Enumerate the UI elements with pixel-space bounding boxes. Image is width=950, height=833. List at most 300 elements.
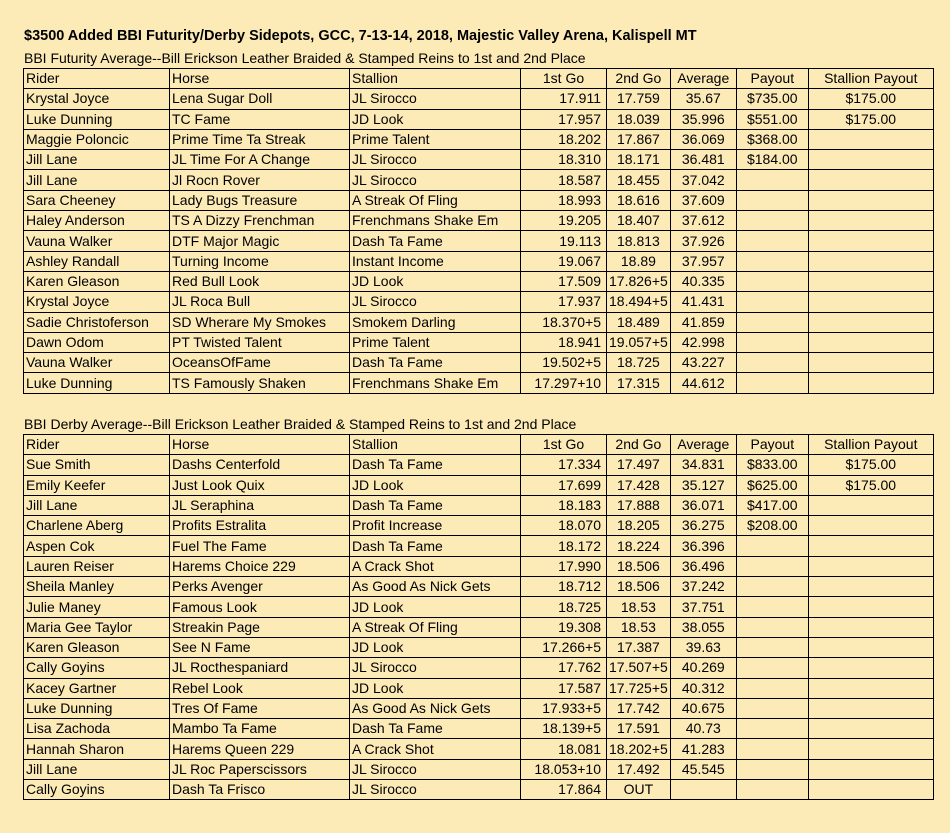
stallion-payout-cell bbox=[808, 312, 933, 332]
horse-cell: DTF Major Magic bbox=[170, 231, 350, 251]
second-go-cell: 17.725+5 bbox=[607, 678, 671, 698]
average-cell: 42.998 bbox=[670, 332, 736, 352]
rider-cell: Luke Dunning bbox=[24, 109, 170, 129]
stallion-cell: Dash Ta Fame bbox=[350, 353, 521, 373]
table-row bbox=[24, 271, 934, 291]
table-row bbox=[24, 353, 934, 373]
average-cell: 40.269 bbox=[670, 658, 736, 678]
average-cell: 40.312 bbox=[670, 678, 736, 698]
rider-cell: Luke Dunning bbox=[24, 373, 170, 393]
stallion-cell: JD Look bbox=[350, 475, 521, 495]
average-cell: 36.275 bbox=[670, 516, 736, 536]
stallion-cell: A Crack Shot bbox=[350, 556, 521, 576]
horse-cell: Mambo Ta Fame bbox=[170, 719, 350, 739]
table-row bbox=[24, 719, 934, 739]
payout-cell: $184.00 bbox=[736, 150, 808, 170]
stallion-cell: JL Sirocco bbox=[350, 150, 521, 170]
first-go-cell: 18.370+5 bbox=[521, 312, 607, 332]
stallion-payout-cell bbox=[808, 495, 933, 515]
horse-cell: OceansOfFame bbox=[170, 353, 350, 373]
payout-cell bbox=[736, 698, 808, 718]
table-row bbox=[24, 89, 934, 109]
payout-cell bbox=[736, 271, 808, 291]
payout-cell bbox=[736, 251, 808, 271]
payout-cell bbox=[736, 190, 808, 210]
payout-cell bbox=[736, 617, 808, 637]
stallion-cell: JL Sirocco bbox=[350, 759, 521, 779]
stallion-cell: JL Sirocco bbox=[350, 658, 521, 678]
rider-cell: Vauna Walker bbox=[24, 353, 170, 373]
rider-cell: Julie Maney bbox=[24, 597, 170, 617]
first-go-cell: 18.172 bbox=[521, 536, 607, 556]
stallion-cell: JD Look bbox=[350, 678, 521, 698]
horse-cell: Tres Of Fame bbox=[170, 698, 350, 718]
payout-cell bbox=[736, 597, 808, 617]
stallion-payout-cell bbox=[808, 719, 933, 739]
horse-cell: JL Time For A Change bbox=[170, 150, 350, 170]
average-cell: 34.831 bbox=[670, 455, 736, 475]
derby-results-table bbox=[23, 434, 934, 800]
average-cell: 38.055 bbox=[670, 617, 736, 637]
rider-cell: Jill Lane bbox=[24, 495, 170, 515]
second-go-cell: 17.591 bbox=[607, 719, 671, 739]
first-go-cell: 18.310 bbox=[521, 150, 607, 170]
stallion-cell: As Good As Nick Gets bbox=[350, 698, 521, 718]
first-go-cell: 17.990 bbox=[521, 556, 607, 576]
stallion-payout-cell bbox=[808, 739, 933, 759]
column-header-stallion-payout: Stallion Payout bbox=[808, 435, 933, 455]
rider-cell: Dawn Odom bbox=[24, 332, 170, 352]
second-go-cell: 17.826+5 bbox=[607, 271, 671, 291]
first-go-cell: 18.587 bbox=[521, 170, 607, 190]
average-cell: 41.431 bbox=[670, 292, 736, 312]
stallion-cell: Instant Income bbox=[350, 251, 521, 271]
average-cell: 37.609 bbox=[670, 190, 736, 210]
stallion-cell: JD Look bbox=[350, 109, 521, 129]
stallion-payout-cell bbox=[808, 617, 933, 637]
column-header-second-go: 2nd Go bbox=[607, 435, 671, 455]
column-header-horse: Horse bbox=[170, 69, 350, 89]
rider-cell: Luke Dunning bbox=[24, 698, 170, 718]
rider-cell: Sheila Manley bbox=[24, 577, 170, 597]
average-cell: 35.127 bbox=[670, 475, 736, 495]
first-go-cell: 19.502+5 bbox=[521, 353, 607, 373]
horse-cell: TS A Dizzy Frenchman bbox=[170, 211, 350, 231]
horse-cell: JL Rocthespaniard bbox=[170, 658, 350, 678]
rider-cell: Charlene Aberg bbox=[24, 516, 170, 536]
horse-cell: JL Seraphina bbox=[170, 495, 350, 515]
table-row bbox=[24, 739, 934, 759]
payout-cell: $735.00 bbox=[736, 89, 808, 109]
horse-cell: Lena Sugar Doll bbox=[170, 89, 350, 109]
second-go-cell: 17.888 bbox=[607, 495, 671, 515]
table-row bbox=[24, 678, 934, 698]
average-cell: 37.926 bbox=[670, 231, 736, 251]
stallion-payout-cell bbox=[808, 190, 933, 210]
stallion-payout-cell bbox=[808, 780, 933, 800]
second-go-cell: 18.202+5 bbox=[607, 739, 671, 759]
column-header-stallion-payout: Stallion Payout bbox=[808, 69, 933, 89]
payout-cell: $625.00 bbox=[736, 475, 808, 495]
rider-cell: Jill Lane bbox=[24, 170, 170, 190]
average-cell: 40.675 bbox=[670, 698, 736, 718]
first-go-cell: 17.911 bbox=[521, 89, 607, 109]
payout-cell: $208.00 bbox=[736, 516, 808, 536]
horse-cell: SD Wherare My Smokes bbox=[170, 312, 350, 332]
average-cell: 36.071 bbox=[670, 495, 736, 515]
average-cell: 36.069 bbox=[670, 129, 736, 149]
rider-cell: Aspen Cok bbox=[24, 536, 170, 556]
horse-cell: Just Look Quix bbox=[170, 475, 350, 495]
first-go-cell: 18.139+5 bbox=[521, 719, 607, 739]
table-row bbox=[24, 556, 934, 576]
table-row bbox=[24, 129, 934, 149]
second-go-cell: 17.507+5 bbox=[607, 658, 671, 678]
stallion-payout-cell: $175.00 bbox=[808, 89, 933, 109]
average-cell: 40.335 bbox=[670, 271, 736, 291]
payout-cell bbox=[736, 637, 808, 657]
column-header-rider: Rider bbox=[24, 435, 170, 455]
rider-cell: Krystal Joyce bbox=[24, 292, 170, 312]
stallion-payout-cell bbox=[808, 373, 933, 393]
stallion-payout-cell bbox=[808, 597, 933, 617]
second-go-cell: 18.53 bbox=[607, 597, 671, 617]
first-go-cell: 17.266+5 bbox=[521, 637, 607, 657]
payout-cell bbox=[736, 719, 808, 739]
average-cell: 43.227 bbox=[670, 353, 736, 373]
rider-cell: Cally Goyins bbox=[24, 658, 170, 678]
payout-cell bbox=[736, 780, 808, 800]
horse-cell: Fuel The Fame bbox=[170, 536, 350, 556]
payout-cell bbox=[736, 353, 808, 373]
stallion-payout-cell bbox=[808, 577, 933, 597]
first-go-cell: 17.587 bbox=[521, 678, 607, 698]
payout-cell bbox=[736, 170, 808, 190]
table-row bbox=[24, 332, 934, 352]
horse-cell: Turning Income bbox=[170, 251, 350, 271]
column-header-payout: Payout bbox=[736, 69, 808, 89]
first-go-cell: 17.297+10 bbox=[521, 373, 607, 393]
horse-cell: JL Roca Bull bbox=[170, 292, 350, 312]
horse-cell: Prime Time Ta Streak bbox=[170, 129, 350, 149]
rider-cell: Maggie Poloncic bbox=[24, 129, 170, 149]
table-row bbox=[24, 109, 934, 129]
first-go-cell: 19.113 bbox=[521, 231, 607, 251]
stallion-payout-cell bbox=[808, 271, 933, 291]
first-go-cell: 18.993 bbox=[521, 190, 607, 210]
average-cell: 39.63 bbox=[670, 637, 736, 657]
stallion-cell: A Streak Of Fling bbox=[350, 617, 521, 637]
rider-cell: Sue Smith bbox=[24, 455, 170, 475]
second-go-cell: 18.171 bbox=[607, 150, 671, 170]
column-header-rider: Rider bbox=[24, 69, 170, 89]
payout-cell: $368.00 bbox=[736, 129, 808, 149]
stallion-payout-cell bbox=[808, 678, 933, 698]
second-go-cell: 17.867 bbox=[607, 129, 671, 149]
stallion-payout-cell: $175.00 bbox=[808, 109, 933, 129]
table-row bbox=[24, 231, 934, 251]
stallion-cell: Dash Ta Fame bbox=[350, 231, 521, 251]
average-cell: 45.545 bbox=[670, 759, 736, 779]
average-cell: 36.396 bbox=[670, 536, 736, 556]
first-go-cell: 17.699 bbox=[521, 475, 607, 495]
stallion-payout-cell bbox=[808, 759, 933, 779]
rider-cell: Karen Gleason bbox=[24, 271, 170, 291]
table-row bbox=[24, 211, 934, 231]
payout-cell: $417.00 bbox=[736, 495, 808, 515]
stallion-payout-cell bbox=[808, 637, 933, 657]
stallion-cell: As Good As Nick Gets bbox=[350, 577, 521, 597]
horse-cell: Harems Queen 229 bbox=[170, 739, 350, 759]
stallion-payout-cell bbox=[808, 332, 933, 352]
payout-cell bbox=[736, 312, 808, 332]
column-header-stallion: Stallion bbox=[350, 435, 521, 455]
page-title: $3500 Added BBI Futurity/Derby Sidepots, GCC, 7-13-14, 2018, Majestic Valley Arena, Kalispell MT bbox=[24, 28, 697, 44]
average-cell: 37.242 bbox=[670, 577, 736, 597]
column-header-average: Average bbox=[670, 69, 736, 89]
second-go-cell: 18.205 bbox=[607, 516, 671, 536]
second-go-cell: 18.494+5 bbox=[607, 292, 671, 312]
first-go-cell: 17.937 bbox=[521, 292, 607, 312]
stallion-cell: JL Sirocco bbox=[350, 170, 521, 190]
stallion-cell: Prime Talent bbox=[350, 129, 521, 149]
horse-cell: Dashs Centerfold bbox=[170, 455, 350, 475]
stallion-cell: Frenchmans Shake Em bbox=[350, 373, 521, 393]
rider-cell: Krystal Joyce bbox=[24, 89, 170, 109]
second-go-cell: 18.407 bbox=[607, 211, 671, 231]
column-header-average: Average bbox=[670, 435, 736, 455]
second-go-cell: 18.53 bbox=[607, 617, 671, 637]
table-row bbox=[24, 170, 934, 190]
column-header-second-go: 2nd Go bbox=[607, 69, 671, 89]
column-header-first-go: 1st Go bbox=[521, 435, 607, 455]
rider-cell: Lauren Reiser bbox=[24, 556, 170, 576]
table-row bbox=[24, 658, 934, 678]
table-row bbox=[24, 292, 934, 312]
payout-cell bbox=[736, 231, 808, 251]
rider-cell: Sara Cheeney bbox=[24, 190, 170, 210]
stallion-payout-cell bbox=[808, 353, 933, 373]
payout-cell: $551.00 bbox=[736, 109, 808, 129]
stallion-payout-cell bbox=[808, 658, 933, 678]
horse-cell: Streakin Page bbox=[170, 617, 350, 637]
average-cell: 41.859 bbox=[670, 312, 736, 332]
stallion-cell: JL Sirocco bbox=[350, 780, 521, 800]
first-go-cell: 17.509 bbox=[521, 271, 607, 291]
table-row bbox=[24, 617, 934, 637]
futurity-results-table bbox=[23, 68, 934, 394]
table-row bbox=[24, 516, 934, 536]
payout-cell bbox=[736, 678, 808, 698]
average-cell: 35.67 bbox=[670, 89, 736, 109]
rider-cell: Ashley Randall bbox=[24, 251, 170, 271]
stallion-cell: Frenchmans Shake Em bbox=[350, 211, 521, 231]
stallion-cell: JL Sirocco bbox=[350, 89, 521, 109]
stallion-payout-cell bbox=[808, 556, 933, 576]
second-go-cell: 17.759 bbox=[607, 89, 671, 109]
average-cell: 36.496 bbox=[670, 556, 736, 576]
stallion-cell: Dash Ta Fame bbox=[350, 495, 521, 515]
second-go-cell: 19.057+5 bbox=[607, 332, 671, 352]
second-go-cell: 17.492 bbox=[607, 759, 671, 779]
second-go-cell: OUT bbox=[607, 780, 671, 800]
first-go-cell: 18.070 bbox=[521, 516, 607, 536]
stallion-payout-cell bbox=[808, 211, 933, 231]
table-row bbox=[24, 455, 934, 475]
first-go-cell: 17.957 bbox=[521, 109, 607, 129]
payout-cell bbox=[736, 556, 808, 576]
stallion-cell: Dash Ta Fame bbox=[350, 455, 521, 475]
stallion-payout-cell: $175.00 bbox=[808, 455, 933, 475]
horse-cell: See N Fame bbox=[170, 637, 350, 657]
rider-cell: Karen Gleason bbox=[24, 637, 170, 657]
average-cell: 37.751 bbox=[670, 597, 736, 617]
first-go-cell: 18.081 bbox=[521, 739, 607, 759]
payout-cell bbox=[736, 536, 808, 556]
horse-cell: Harems Choice 229 bbox=[170, 556, 350, 576]
payout-cell bbox=[736, 211, 808, 231]
table-row bbox=[24, 759, 934, 779]
second-go-cell: 18.455 bbox=[607, 170, 671, 190]
rider-cell: Maria Gee Taylor bbox=[24, 617, 170, 637]
futurity-subtitle: BBI Futurity Average--Bill Erickson Leather Braided & Stamped Reins to 1st and 2nd Place bbox=[24, 50, 586, 66]
payout-cell: $833.00 bbox=[736, 455, 808, 475]
horse-cell: Perks Avenger bbox=[170, 577, 350, 597]
second-go-cell: 17.428 bbox=[607, 475, 671, 495]
stallion-payout-cell bbox=[808, 292, 933, 312]
horse-cell: JL Roc Paperscissors bbox=[170, 759, 350, 779]
stallion-cell: Profit Increase bbox=[350, 516, 521, 536]
average-cell: 35.996 bbox=[670, 109, 736, 129]
average-cell: 40.73 bbox=[670, 719, 736, 739]
rider-cell: Kacey Gartner bbox=[24, 678, 170, 698]
payout-cell bbox=[736, 373, 808, 393]
rider-cell: Sadie Christoferson bbox=[24, 312, 170, 332]
payout-cell bbox=[736, 759, 808, 779]
table-row bbox=[24, 150, 934, 170]
stallion-cell: Smokem Darling bbox=[350, 312, 521, 332]
second-go-cell: 18.89 bbox=[607, 251, 671, 271]
table-header-row bbox=[24, 69, 934, 89]
stallion-cell: Dash Ta Fame bbox=[350, 719, 521, 739]
column-header-horse: Horse bbox=[170, 435, 350, 455]
payout-cell bbox=[736, 292, 808, 312]
second-go-cell: 18.224 bbox=[607, 536, 671, 556]
second-go-cell: 18.506 bbox=[607, 577, 671, 597]
table-row bbox=[24, 190, 934, 210]
first-go-cell: 18.202 bbox=[521, 129, 607, 149]
average-cell: 37.612 bbox=[670, 211, 736, 231]
stallion-cell: JD Look bbox=[350, 637, 521, 657]
table-row bbox=[24, 312, 934, 332]
stallion-cell: JD Look bbox=[350, 597, 521, 617]
average-cell: 37.042 bbox=[670, 170, 736, 190]
stallion-cell: Prime Talent bbox=[350, 332, 521, 352]
first-go-cell: 18.053+10 bbox=[521, 759, 607, 779]
second-go-cell: 18.813 bbox=[607, 231, 671, 251]
rider-cell: Haley Anderson bbox=[24, 211, 170, 231]
second-go-cell: 17.497 bbox=[607, 455, 671, 475]
table-row bbox=[24, 597, 934, 617]
stallion-cell: A Streak Of Fling bbox=[350, 190, 521, 210]
payout-cell bbox=[736, 739, 808, 759]
rider-cell: Jill Lane bbox=[24, 150, 170, 170]
stallion-payout-cell bbox=[808, 231, 933, 251]
first-go-cell: 18.941 bbox=[521, 332, 607, 352]
table-header-row bbox=[24, 435, 934, 455]
horse-cell: Red Bull Look bbox=[170, 271, 350, 291]
stallion-payout-cell bbox=[808, 698, 933, 718]
table-row bbox=[24, 495, 934, 515]
stallion-payout-cell bbox=[808, 251, 933, 271]
second-go-cell: 17.387 bbox=[607, 637, 671, 657]
stallion-payout-cell bbox=[808, 150, 933, 170]
first-go-cell: 17.933+5 bbox=[521, 698, 607, 718]
stallion-payout-cell bbox=[808, 129, 933, 149]
table-row bbox=[24, 637, 934, 657]
average-cell: 37.957 bbox=[670, 251, 736, 271]
first-go-cell: 18.183 bbox=[521, 495, 607, 515]
table-row bbox=[24, 780, 934, 800]
table-row bbox=[24, 536, 934, 556]
rider-cell: Vauna Walker bbox=[24, 231, 170, 251]
horse-cell: TS Famously Shaken bbox=[170, 373, 350, 393]
second-go-cell: 18.616 bbox=[607, 190, 671, 210]
first-go-cell: 18.712 bbox=[521, 577, 607, 597]
stallion-payout-cell bbox=[808, 516, 933, 536]
second-go-cell: 18.489 bbox=[607, 312, 671, 332]
table-row bbox=[24, 577, 934, 597]
derby-subtitle: BBI Derby Average--Bill Erickson Leather Braided & Stamped Reins to 1st and 2nd Place bbox=[24, 416, 577, 432]
second-go-cell: 17.742 bbox=[607, 698, 671, 718]
column-header-payout: Payout bbox=[736, 435, 808, 455]
first-go-cell: 17.762 bbox=[521, 658, 607, 678]
average-cell: 36.481 bbox=[670, 150, 736, 170]
payout-cell bbox=[736, 658, 808, 678]
stallion-cell: JL Sirocco bbox=[350, 292, 521, 312]
second-go-cell: 18.725 bbox=[607, 353, 671, 373]
average-cell: 41.283 bbox=[670, 739, 736, 759]
table-row bbox=[24, 373, 934, 393]
second-go-cell: 17.315 bbox=[607, 373, 671, 393]
average-cell: 44.612 bbox=[670, 373, 736, 393]
rider-cell: Hannah Sharon bbox=[24, 739, 170, 759]
first-go-cell: 18.725 bbox=[521, 597, 607, 617]
stallion-payout-cell: $175.00 bbox=[808, 475, 933, 495]
stallion-cell: A Crack Shot bbox=[350, 739, 521, 759]
stallion-cell: Dash Ta Fame bbox=[350, 536, 521, 556]
horse-cell: PT Twisted Talent bbox=[170, 332, 350, 352]
horse-cell: Rebel Look bbox=[170, 678, 350, 698]
column-header-first-go: 1st Go bbox=[521, 69, 607, 89]
first-go-cell: 19.205 bbox=[521, 211, 607, 231]
stallion-cell: JD Look bbox=[350, 271, 521, 291]
stallion-payout-cell bbox=[808, 170, 933, 190]
first-go-cell: 19.067 bbox=[521, 251, 607, 271]
horse-cell: Jl Rocn Rover bbox=[170, 170, 350, 190]
table-row bbox=[24, 251, 934, 271]
table-row bbox=[24, 475, 934, 495]
horse-cell: Famous Look bbox=[170, 597, 350, 617]
payout-cell bbox=[736, 577, 808, 597]
rider-cell: Jill Lane bbox=[24, 759, 170, 779]
average-cell bbox=[670, 780, 736, 800]
first-go-cell: 17.864 bbox=[521, 780, 607, 800]
first-go-cell: 19.308 bbox=[521, 617, 607, 637]
table-row bbox=[24, 698, 934, 718]
payout-cell bbox=[736, 332, 808, 352]
second-go-cell: 18.506 bbox=[607, 556, 671, 576]
